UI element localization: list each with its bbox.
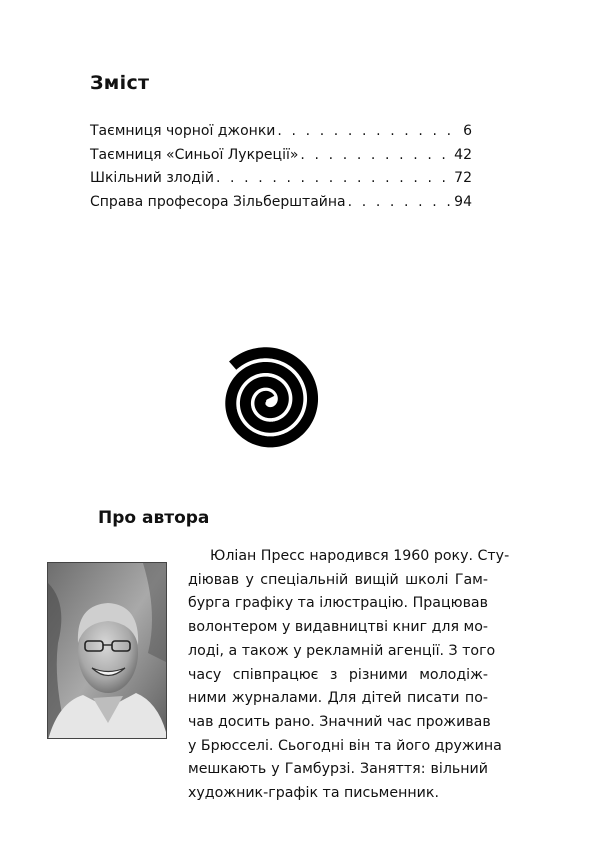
toc-heading: Зміст [90,72,150,94]
toc-entry-title: Справа професора Зільберштайна [90,193,346,210]
toc-entry[interactable] [90,191,472,215]
toc-entry-title: Таємниця «Синьої Лукреції» [90,146,299,163]
toc-entry-page: 94 [454,193,472,210]
bio-line: лоді, а також у рекламній агенції. З того [188,642,496,659]
about-author-heading: Про автора [98,508,210,528]
bio-line: у Брюсселі. Сьогодні він та його дружина [188,737,502,754]
table-of-contents [90,120,472,214]
toc-entry[interactable] [90,167,472,191]
spiral-icon [212,343,324,455]
bio-line: Юліан Пресс народився 1960 року. Сту- [210,548,510,564]
toc-entry-page: 72 [454,170,472,186]
toc-entry-page: 6 [463,123,472,139]
author-photo [47,562,167,739]
bio-line: мешкають у Гамбурзі. Заняття: вільний [188,761,488,778]
toc-leader-dots [346,191,454,215]
toc-leader-dots [214,167,453,191]
bio-line: бурга графіку та ілюстрацію. Працював [188,595,488,612]
author-portrait-image [48,563,167,739]
author-bio [188,545,510,806]
bio-line: чав досить рано. Значний час проживав [188,713,491,730]
toc-leader-dots [275,120,462,144]
toc-entry-page: 42 [454,146,472,163]
bio-line: діював у спеціальній вищій школі Гам- [188,571,488,588]
toc-entry[interactable] [90,144,472,168]
bio-line: часу співпрацює з різними молодіж- [188,666,488,683]
toc-entry-title: Шкільний злодій [90,170,214,186]
bio-line: волонтером у видавництві книг для мо- [188,619,488,636]
bio-line: художник-графік та письменник. [188,785,439,802]
toc-entry-title: Таємниця чорної джонки [90,123,276,139]
toc-leader-dots [298,144,453,168]
toc-entry[interactable] [90,120,472,144]
bio-line: ними журналами. Для дітей писати по- [188,690,488,707]
